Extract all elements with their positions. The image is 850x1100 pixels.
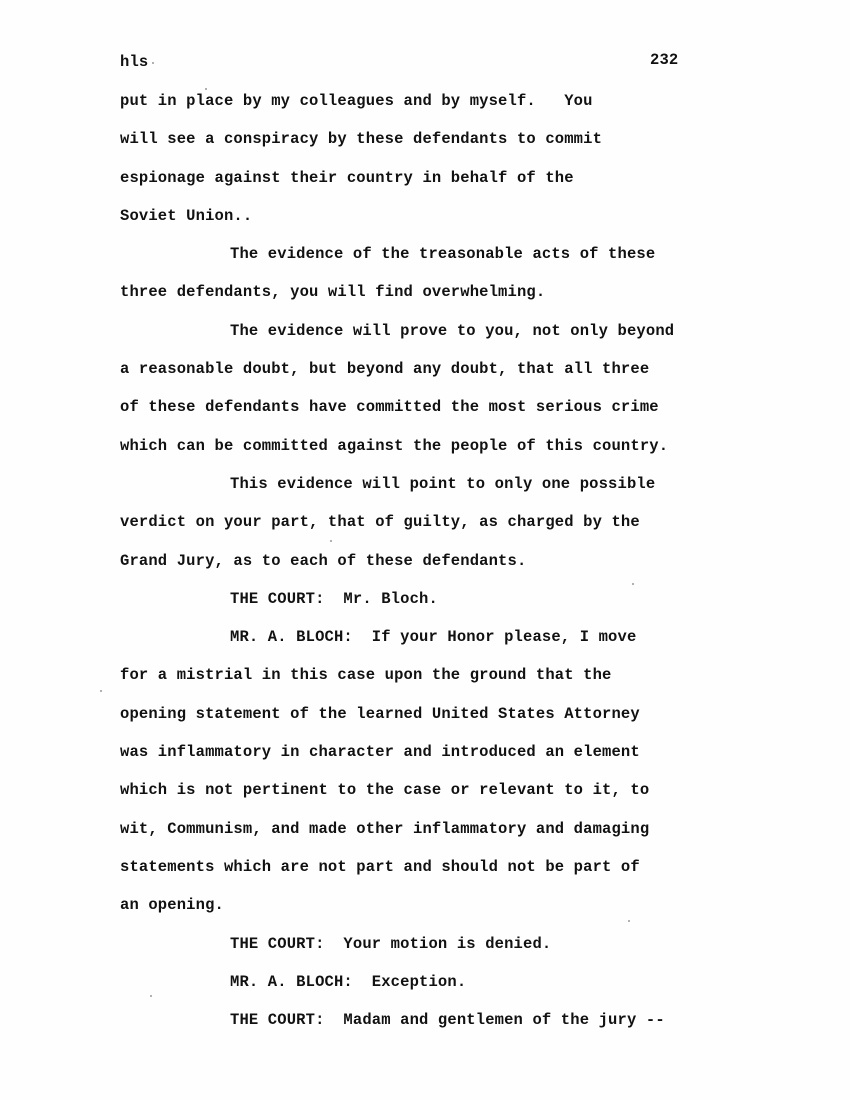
transcript-line: verdict on your part, that of guilty, as charged by the	[120, 513, 640, 532]
speaker-line: THE COURT: Your motion is denied.	[230, 934, 552, 953]
transcript-line: put in place by my colleagues and by myself. You	[120, 92, 593, 110]
paper-speck	[152, 62, 154, 64]
speaker-line: MR. A. BLOCH: Exception.	[230, 972, 467, 991]
transcript-line: The evidence of the treasonable acts of these	[230, 245, 656, 264]
transcript-line: an opening.	[120, 896, 224, 915]
speaker-line: THE COURT: Mr. Bloch.	[230, 589, 438, 608]
transcript-line: Grand Jury, as to each of these defendants.	[120, 551, 527, 570]
transcript-line: Soviet Union..	[120, 206, 253, 225]
transcript-line: wit, Communism, and made other inflammatory and damaging	[120, 819, 650, 838]
transcript-line: The evidence will prove to you, not only beyond	[230, 321, 675, 340]
transcript-line: of these defendants have committed the most serious crime	[120, 398, 659, 417]
speaker-line: THE COURT: Madam and gentlemen of the jury --	[230, 1011, 665, 1030]
transcript-line: which can be committed against the people of this country.	[120, 436, 669, 455]
transcript-line: was inflammatory in character and introduced an element	[120, 743, 640, 762]
transcript-line: statements which are not part and should not be part of	[120, 857, 640, 876]
transcript-body	[120, 89, 740, 1046]
speaker-line: MR. A. BLOCH: If your Honor please, I move	[230, 628, 637, 647]
transcript-line: three defendants, you will find overwhelming.	[120, 283, 546, 302]
transcript-line: This evidence will point to only one possible	[230, 474, 656, 493]
transcript-line: espionage against their country in behalf of the	[120, 168, 574, 187]
transcript-line: which is not pertinent to the case or relevant to it, to	[120, 781, 650, 800]
paper-speck	[100, 690, 102, 692]
page-number: 232	[650, 51, 679, 69]
transcript-line: for a mistrial in this case upon the ground that the	[120, 666, 612, 685]
transcript-line: will see a conspiracy by these defendants to commit	[120, 130, 603, 149]
transcript-line: a reasonable doubt, but beyond any doubt, that all three	[120, 360, 650, 379]
transcript-line: opening statement of the learned United States Attorney	[120, 704, 640, 723]
reporter-initials: hls	[120, 53, 149, 71]
